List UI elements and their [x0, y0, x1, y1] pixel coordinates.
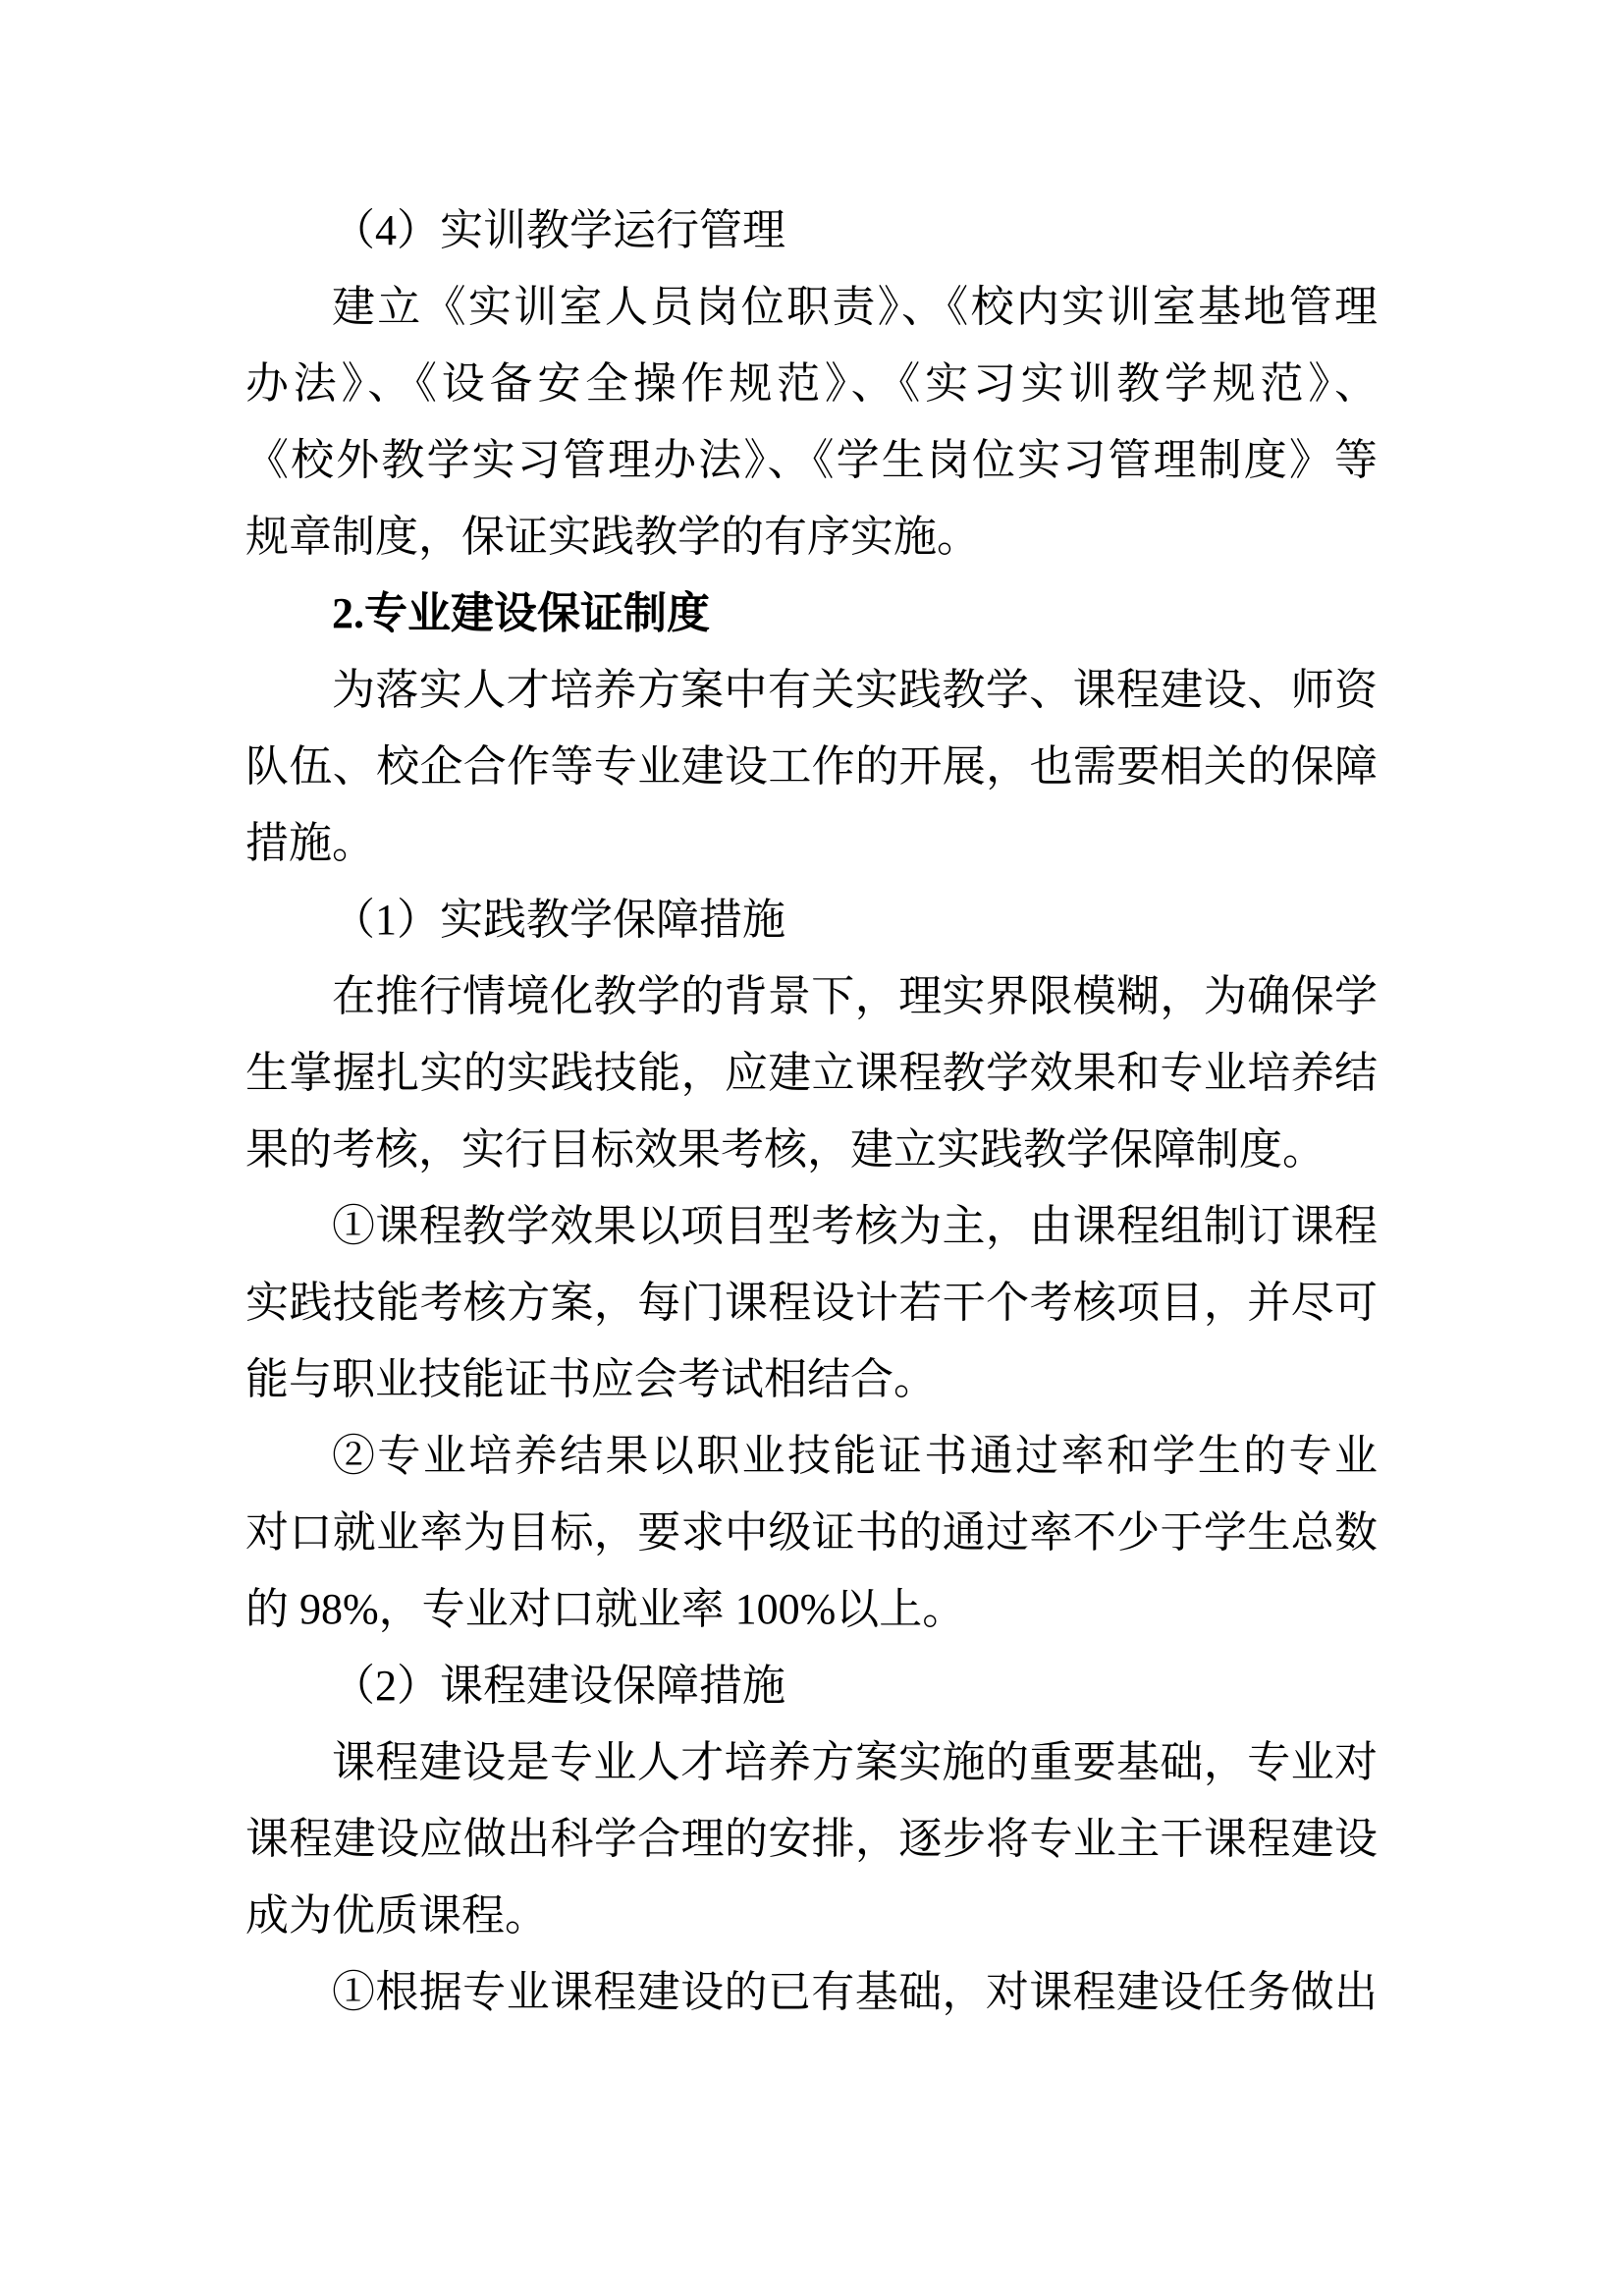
text-line: ②专业培养结果以职业技能证书通过率和学生的专业	[332, 1432, 1378, 1480]
text-line: 为落实人才培养方案中有关实践教学、课程建设、师资	[332, 666, 1378, 714]
text-line: 果的考核，实行目标效果考核，建立实践教学保障制度。	[245, 1125, 1325, 1174]
text-line: 能与职业技能证书应会考试相结合。	[245, 1355, 937, 1403]
text-line: 《校外教学实习管理办法》、《学生岗位实习管理制度》等	[245, 436, 1378, 484]
text-line: 成为优质课程。	[245, 1891, 548, 1940]
text-line: 办法》、《设备安全操作规范》、《实习实训教学规范》、	[245, 359, 1378, 408]
document-text-block	[245, 192, 1378, 2031]
text-line: 建立《实训室人员岗位职责》、《校内实训室基地管理	[332, 283, 1378, 331]
text-line: ①课程教学效果以项目型考核为主，由课程组制订课程	[332, 1202, 1378, 1250]
text-line: 课程建设是专业人才培养方案实施的重要基础，专业对	[332, 1738, 1378, 1786]
text-line: 实践技能考核方案，每门课程设计若干个考核项目，并尽可	[245, 1279, 1378, 1327]
text-line: 课程建设应做出科学合理的安排，逐步将专业主干课程建设	[245, 1815, 1378, 1863]
text-line: 在推行情境化教学的背景下，理实界限模糊，为确保学	[332, 972, 1378, 1020]
text-line: 队伍、校企合作等专业建设工作的开展，也需要相关的保障	[245, 742, 1378, 791]
text-line: （4）实训教学运行管理	[332, 206, 785, 254]
text-line: 措施。	[245, 819, 375, 867]
text-line: 规章制度，保证实践教学的有序实施。	[245, 513, 980, 561]
text-line: ①根据专业课程建设的已有基础，对课程建设任务做出	[332, 1968, 1378, 2016]
text-line: 的 98%，专业对口就业率 100%以上。	[245, 1585, 966, 1633]
text-line: 2.专业建设保证制度	[332, 589, 710, 637]
text-line: 生掌握扎实的实践技能，应建立课程教学效果和专业培养结	[245, 1049, 1378, 1097]
text-line: （1）实践教学保障措施	[332, 896, 785, 944]
text-line: 对口就业率为目标，要求中级证书的通过率不少于学生总数	[245, 1508, 1378, 1557]
text-line: （2）课程建设保障措施	[332, 1662, 785, 1710]
